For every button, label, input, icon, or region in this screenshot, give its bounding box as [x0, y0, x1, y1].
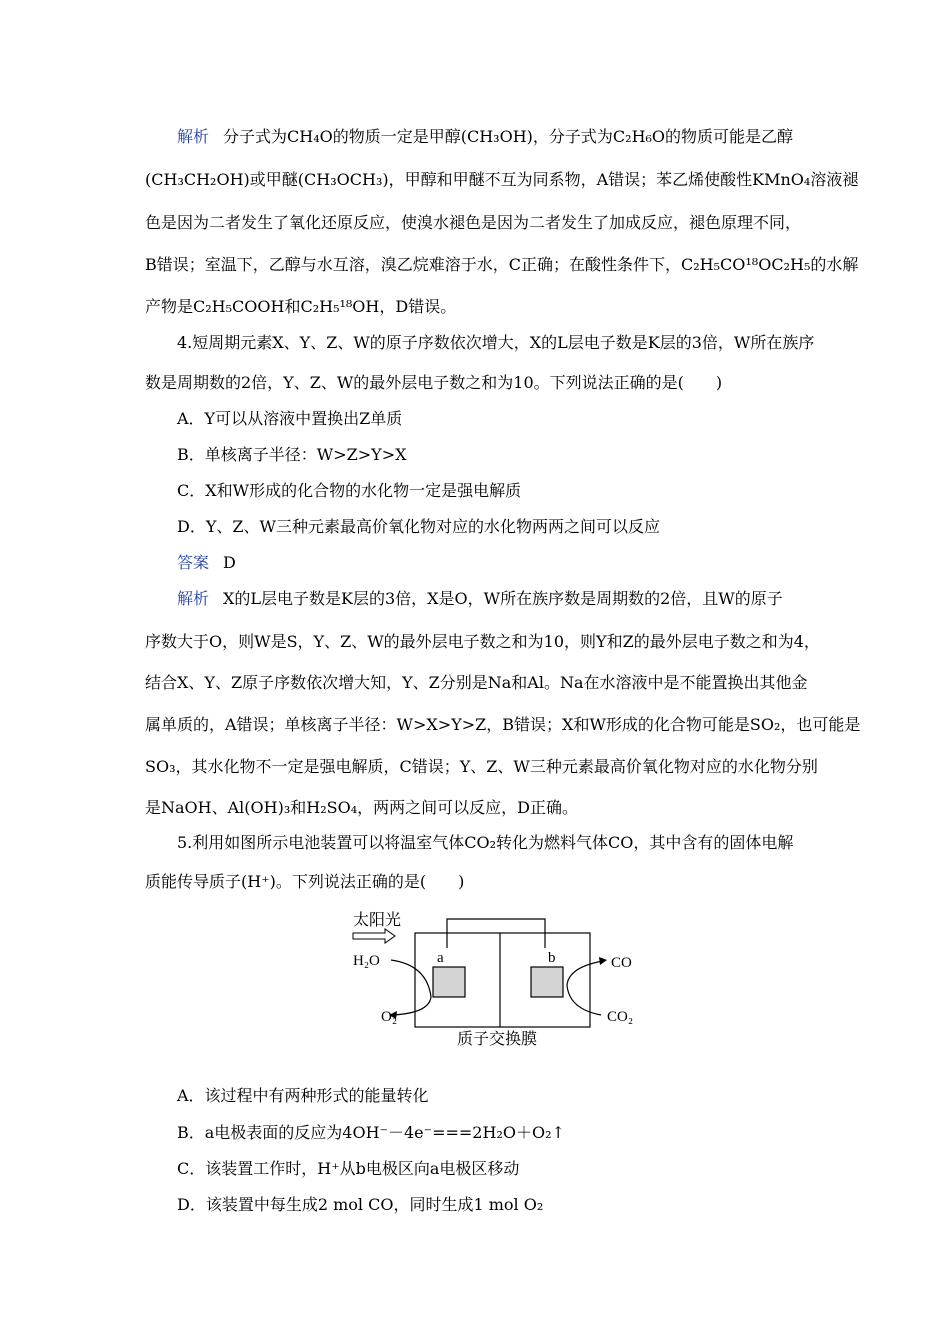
answer-value: D [223, 553, 236, 572]
co2-flow-curve [567, 961, 603, 1015]
q5-stem-line-2: 质能传导质子(H⁺)。下列说法正确的是( ) [145, 872, 465, 891]
q5-option-c: C．该装置工作时，H⁺从b电极区向a电极区移动 [177, 1159, 520, 1178]
co2-label: CO₂ [607, 1009, 634, 1025]
q3-analysis-line-2: (CH₃CH₂OH)或甲醚(CH₃OCH₃)，甲醇和甲醚不互为同系物，A错误；苯乙烯使酸性KMnO₄溶液褪 [145, 170, 859, 189]
o2-label: O₂ [381, 1009, 398, 1025]
electrode-b [531, 967, 563, 997]
q4-analysis-line-2: 序数大于O，则W是S，Y、Z、W的最外层电子数之和为10，则Y和Z的最外层电子数之和为4， [145, 632, 820, 651]
q5-option-d: D．该装置中每生成2 mol CO，同时生成1 mol O₂ [177, 1195, 544, 1214]
q3-analysis-line-3: 色是因为二者发生了氧化还原反应，使溴水褪色是因为二者发生了加成反应，褪色原理不同， [145, 213, 802, 232]
q4-option-d: D．Y、Z、W三种元素最高价氧化物对应的水化物两两之间可以反应 [177, 517, 660, 536]
q3-analysis-line-4: B错误；室温下，乙醇与水互溶，溴乙烷难溶于水，C正确；在酸性条件下，C₂H₅CO¹⁸OC₂H₅的水解 [145, 255, 859, 274]
analysis-label: 解析 [177, 589, 210, 608]
q4-analysis-line-1: 解析 X的L层电子数是K层的3倍，X是O，W所在族序数是周期数的2倍，且W的原子 [177, 589, 783, 608]
q4-analysis-line-3: 结合X、Y、Z原子序数依次增大知，Y、Z分别是Na和Al。Na在水溶液中是不能置换出其他金 [145, 673, 808, 692]
electrolysis-cell-diagram [345, 905, 645, 1055]
q3-analysis-line-5: 产物是C₂H₅COOH和C₂H₅¹⁸OH，D错误。 [145, 297, 457, 316]
q5-option-a: A．该过程中有两种形式的能量转化 [177, 1086, 429, 1105]
q4-analysis-line-5: SO₃，其水化物不一定是强电解质，C错误；Y、Z、W三种元素最高价氧化物对应的水化物分别 [145, 757, 818, 776]
q3-analysis-line-1: 解析 分子式为CH₄O的物质一定是甲醇(CH₃OH)，分子式为C₂H₆O的物质可能是乙醇 [177, 127, 794, 146]
sunlight-label: 太阳光 [353, 912, 402, 929]
q4-option-c: C．X和W形成的化合物的水化物一定是强电解质 [177, 481, 522, 500]
h2o-label: H₂O [353, 953, 380, 969]
q4-stem-line-2: 数是周期数的2倍，Y、Z、W的最外层电子数之和为10。下列说法正确的是( ) [145, 373, 723, 392]
q4-analysis-line-6: 是NaOH、Al(OH)₃和H₂SO₄，两两之间可以反应，D正确。 [145, 798, 578, 817]
q4-option-a: A．Y可以从溶液中置换出Z单质 [177, 409, 403, 428]
analysis-label: 解析 [177, 127, 210, 146]
membrane-caption: 质子交换膜 [457, 1031, 538, 1048]
electrode-b-label: b [548, 950, 556, 966]
q4-analysis-line-4: 属单质的，A错误；单核离子半径：W>X>Y>Z，B错误；X和W形成的化合物可能是SO₂，也可能是 [145, 715, 861, 734]
sunlight-arrow-icon [353, 929, 395, 943]
q4-answer [177, 550, 236, 573]
answer-label: 答案 [177, 553, 210, 572]
q4-stem-line-1: 4.短周期元素X、Y、Z、W的原子序数依次增大，X的L层电子数是K层的3倍，W所在族序 [177, 333, 815, 352]
water-flow-curve [391, 960, 431, 1015]
q5-option-b: B．a电极表面的反应为4OH⁻－4e⁻===2H₂O＋O₂↑ [177, 1123, 565, 1142]
q5-stem-line-1: 5.利用如图所示电池装置可以将温室气体CO₂转化为燃料气体CO，其中含有的固体电解 [177, 833, 794, 852]
electrode-a [433, 967, 465, 997]
co-label: CO [611, 955, 632, 971]
electrode-a-label: a [437, 950, 444, 966]
q4-option-b: B．单核离子半径：W>Z>Y>X [177, 445, 407, 464]
co-out-arrow-icon [599, 957, 607, 965]
